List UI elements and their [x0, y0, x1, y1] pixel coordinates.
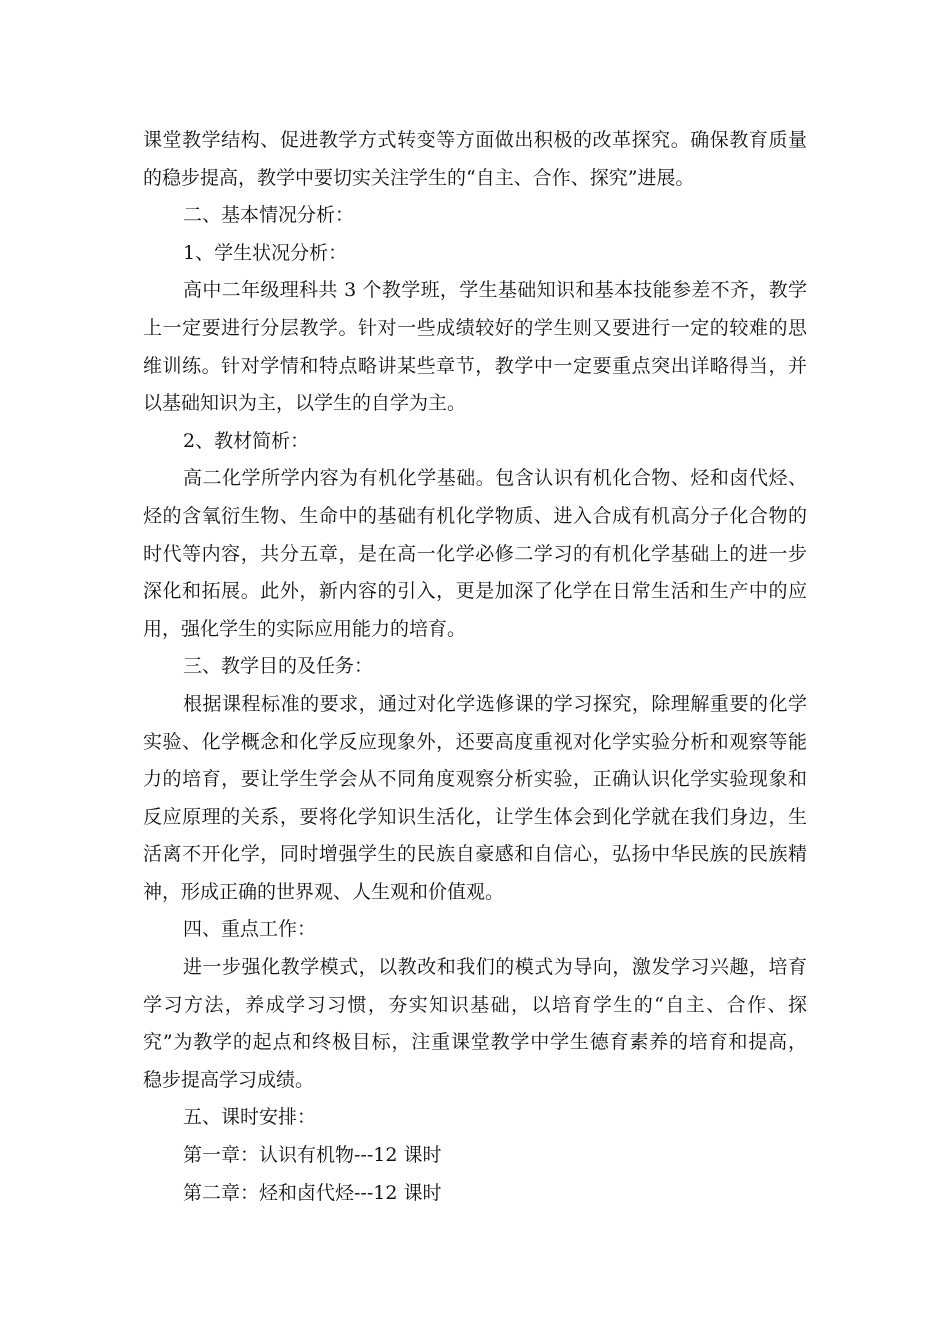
section-heading: 四、重点工作： — [183, 918, 317, 941]
paragraph-line: 进一步强化教学模式，以教改和我们的模式为导向，激发学习兴趣，培育 — [183, 956, 807, 979]
paragraph-line: 以基础知识为主，以学生的自学为主。 — [143, 392, 467, 415]
subsection-heading: 1、学生状况分析： — [183, 241, 348, 264]
paragraph-line: 的稳步提高，教学中要切实关注学生的“自主、合作、探究”进展。 — [143, 166, 695, 189]
paragraph-line: 深化和拓展。此外，新内容的引入，更是加深了化学在日常生活和生产中的应 — [143, 580, 807, 603]
section-heading: 二、基本情况分析： — [183, 204, 355, 227]
paragraph-line: 高中二年级理科共 3 个教学班，学生基础知识和基本技能参差不齐，教学 — [183, 279, 807, 302]
paragraph-line: 究”为教学的起点和终极目标，注重课堂教学中学生德育素养的培育和提高， — [143, 1031, 807, 1054]
paragraph-line: 上一定要进行分层教学。针对一些成绩较好的学生则又要进行一定的较难的思 — [143, 316, 807, 339]
paragraph-line: 稳步提高学习成绩。 — [143, 1068, 315, 1091]
paragraph-line: 高二化学所学内容为有机化学基础。包含认识有机化合物、烃和卤代烃、 — [183, 467, 807, 490]
paragraph-line: 用，强化学生的实际应用能力的培育。 — [143, 617, 467, 640]
section-heading: 五、课时安排： — [183, 1106, 317, 1129]
schedule-item: 第一章：认识有机物---12 课时 — [183, 1144, 442, 1167]
paragraph-line: 神，形成正确的世界观、人生观和价值观。 — [143, 880, 505, 903]
paragraph-line: 活离不开化学，同时增强学生的民族自豪感和自信心，弘扬中华民族的民族精 — [143, 843, 807, 866]
paragraph-line: 实验、化学概念和化学反应现象外，还要高度重视对化学实验分析和观察等能 — [143, 730, 807, 753]
paragraph-line: 维训练。针对学情和特点略讲某些章节，教学中一定要重点突出详略得当，并 — [143, 354, 807, 377]
section-heading: 三、教学目的及任务： — [183, 655, 374, 678]
paragraph-line: 时代等内容，共分五章，是在高一化学必修二学习的有机化学基础上的进一步 — [143, 542, 807, 565]
paragraph-line: 学习方法，养成学习习惯，夯实知识基础，以培育学生的“自主、合作、探 — [143, 993, 807, 1016]
paragraph-line: 根据课程标准的要求，通过对化学选修课的学习探究，除理解重要的化学 — [183, 692, 807, 715]
subsection-heading: 2、教材简析： — [183, 429, 310, 452]
document-body — [143, 122, 807, 1212]
paragraph-line: 反应原理的关系，要将化学知识生活化，让学生体会到化学就在我们身边，生 — [143, 805, 807, 828]
paragraph-line: 烃的含氧衍生物、生命中的基础有机化学物质、进入合成有机高分子化合物的 — [143, 504, 807, 527]
paragraph-line: 课堂教学结构、促进教学方式转变等方面做出积极的改革探究。确保教育质量 — [143, 129, 807, 151]
schedule-item: 第二章：烃和卤代烃---12 课时 — [183, 1181, 442, 1204]
paragraph-line: 力的培育，要让学生学会从不同角度观察分析实验，正确认识化学实验现象和 — [143, 768, 807, 791]
